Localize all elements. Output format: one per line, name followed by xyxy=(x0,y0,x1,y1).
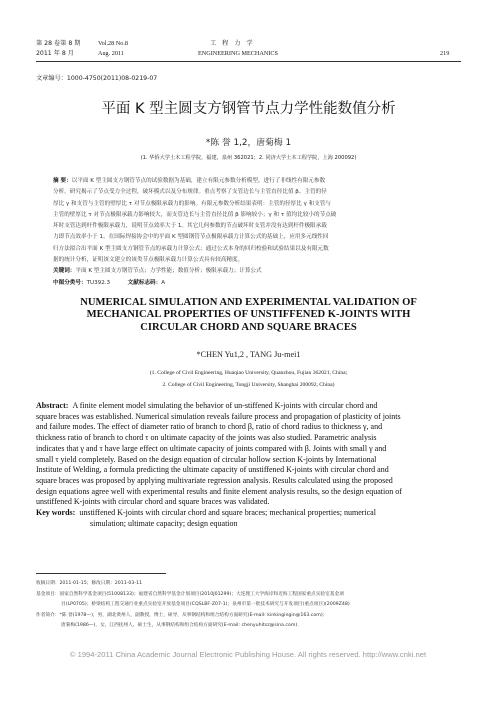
keywords-en-line: unstiffened K-joints with circular chord and square braces; mechanical properties; numerical xyxy=(79,508,376,518)
footnote-author2: 唐菊梅(1986—)，女，江西抚州人，硕士生，从事钢结构和组合结构方面研究(E-mail: chenyuhitsz@sina.com). xyxy=(61,623,299,629)
abstract-en-label: Abstract: xyxy=(36,401,69,410)
abstract-cn-line: 据的统计分析，证明该文建立的该类节点极限承载力计算公式具有较高精度。 xyxy=(53,257,244,264)
keywords-cn-label: 关键词： xyxy=(53,268,76,275)
abstract-en-line: thickness ratio of branch to chord τ on ultimate capacity of the joints was also studied. Parametric analysis xyxy=(36,433,377,443)
abstract-cn-line: 力即节点效率小于 1。在国际焊接协会中的平面 K 型圆钢管节点极限承载力计算公式的基础上，应用多元线性回 xyxy=(53,234,329,241)
copyright-watermark: © 1994-2011 China Academic Journal Electronic Publishing House. All rights reserved. http://www.cnki.net xyxy=(69,650,427,659)
authors-en: *CHEN Yu1,2 , TANG Ju-mei1 xyxy=(196,350,301,359)
abstract-cn-line: 厚比 γ 和支管与主管的壁厚比 τ 对节点极限承载力的影响。有限元参数分析结果表明：主管的径厚比 γ 和支管与 xyxy=(53,200,331,207)
footnote-author1: 作者简介：*陈 誉(1978—)，男，湖北黄州人，副教授，博士，硕导，从事钢结构和组合结构方面研究(E-mail: kinkingingin@163.com)； xyxy=(36,612,328,618)
date-en: Aug. 2011 xyxy=(98,50,124,57)
affiliation-en xyxy=(36,367,461,391)
keywords-en-line: simulation; ultimate capacity; design equation xyxy=(90,518,238,528)
header-rule xyxy=(36,61,461,62)
title-en-line: MECHANICAL PROPERTIES OF UNSTIFFENED K-JOINTS WITH xyxy=(86,309,411,321)
abstract-cn-line: 坏时支管达到杆件极限承载力，说明节点效率大于 1。其它几何参数的节点破坏时支管并没有达到杆件极限承载 xyxy=(53,223,327,230)
abstract-cn-label: 摘 要： xyxy=(53,178,72,184)
clc-number: TU392.3 xyxy=(86,279,111,286)
abstract-en-line: unstiffened K-joints with circular chord and square braces was validated. xyxy=(36,497,270,507)
abstract-en-line: small τ yield completely. Based on the design equation of circular hollow section K-joints by International xyxy=(36,454,377,464)
article-number: 文章编号：1000-4750(2011)08-0219-07 xyxy=(36,75,158,82)
volume-issue-cn: 第 28 卷第 8 期 xyxy=(36,40,81,47)
abstract-en-line: A finite element model simulating the behavior of un-stiffened K-joints with circular chord and xyxy=(72,401,378,410)
abstract-en-line: Institute of Welding, a formula predicting the ultimate capacity of unstiffened K-joints with circular chord and xyxy=(36,465,389,475)
title-en-line: CIRCULAR CHORD AND SQUARE BRACES xyxy=(140,321,357,333)
footnote-funding-cont: 目(LP0705)；桥梁结构工程交通行业重点实验室开放基金项目(CQSLBF-Z07-1)；泉州市第一批技术研究与开发项目(重点项目)(2009Z48) xyxy=(61,602,350,608)
abstract-cn-line: 以平面 K 型主圆支方钢管节点的试验数据为基础，建立有限元参数分析模型，进行了非线性有限元参数 xyxy=(71,178,326,184)
abstract-cn-line: 分析。研究揭示了节点受力全过程，破坏模式以及分布规律。重点考察了支管边长与主管直径比值 β、主管的径 xyxy=(53,189,327,196)
abstract-en-line: square braces was established. Numerical simulation reveals failure process and propagation of plasticity of joints xyxy=(36,411,401,421)
keywords-en-label: Key words: xyxy=(36,508,76,518)
affiliation-en-line: 2. College of Civil Engineering, Tongji University, Shanghai 200092, China) xyxy=(162,382,335,388)
abstract-cn-line: 归方法拟合出平面 K 型主圆支方钢管节点的承载力计算公式；通过公式本身的回归校验和试验结果以及有限元数 xyxy=(53,245,329,252)
abstract-en-line: design equations agree well with experimental results and finite element analysis results, so the design equation of xyxy=(36,486,402,496)
affiliation-en-line: (1. College of Civil Engineering, Huaqiao University, Quanzhou, Fujian 362021, China; xyxy=(149,370,348,376)
journal-name-en: ENGINEERING MECHANICS xyxy=(198,50,278,57)
footnote-received: 收稿日期：2011-01-15；修改日期：2011-03-11 xyxy=(36,581,143,586)
abstract-cn xyxy=(53,176,453,289)
doc-code: A xyxy=(161,279,166,286)
footnotes xyxy=(36,579,461,632)
authors-cn: *陈 誉 1,2，唐菊梅 1 xyxy=(205,138,292,148)
footnote-funding: 基金项目：国家自然科学基金项目(51008133)；福建省自然科学基金计划项目(2010J01299)；大连理工大学海岸和近海工程国家重点实验室基金项 xyxy=(36,591,344,597)
footnote-rule xyxy=(36,573,166,574)
title-en-line: NUMERICAL SIMULATION AND EXPERIMENTAL VALIDATION OF xyxy=(80,297,417,308)
abstract-en xyxy=(36,401,461,529)
affiliation-cn: (1. 华侨大学土木工程学院，福建，泉州 362021；2. 同济大学土木工程学院，上海 200092) xyxy=(140,155,357,161)
date-cn: 2011 年 8 月 xyxy=(36,50,74,57)
abstract-en-line: and failure modes. The effect of diameter ratio of branch to chord β, ratio of chord radius to thickness γ, and xyxy=(36,422,383,432)
clc-label: 中图分类号： xyxy=(53,279,87,286)
doc-code-label: 文献标志码： xyxy=(127,279,162,286)
page-number: 219 xyxy=(440,50,450,57)
abstract-en-line: square braces was proposed by applying multivariate regression analysis. Results calculated using the proposed xyxy=(36,475,393,485)
journal-name-cn: 工 程 力 学 xyxy=(210,40,255,47)
abstract-cn-line: 主管的壁厚比 τ 对节点极限承载力影响较大，而支管边长与主管直径比值 β 影响较小；γ 和 τ 值均比较小的节点破 xyxy=(53,211,337,218)
volume-issue-en: Vol.28 No.8 xyxy=(98,40,128,47)
abstract-en-line: indicates that γ and τ have large effect on ultimate capacity of joints compared with β. Joints with small γ and xyxy=(36,443,387,453)
title-en xyxy=(36,297,461,334)
title-cn: 平面 K 型主圆支方钢管节点力学性能数值分析 xyxy=(101,101,396,117)
keywords-cn: 平面 K 型主圆支方钢管节点；力学性能；数值分析；极限承载力；计算公式 xyxy=(75,268,262,275)
